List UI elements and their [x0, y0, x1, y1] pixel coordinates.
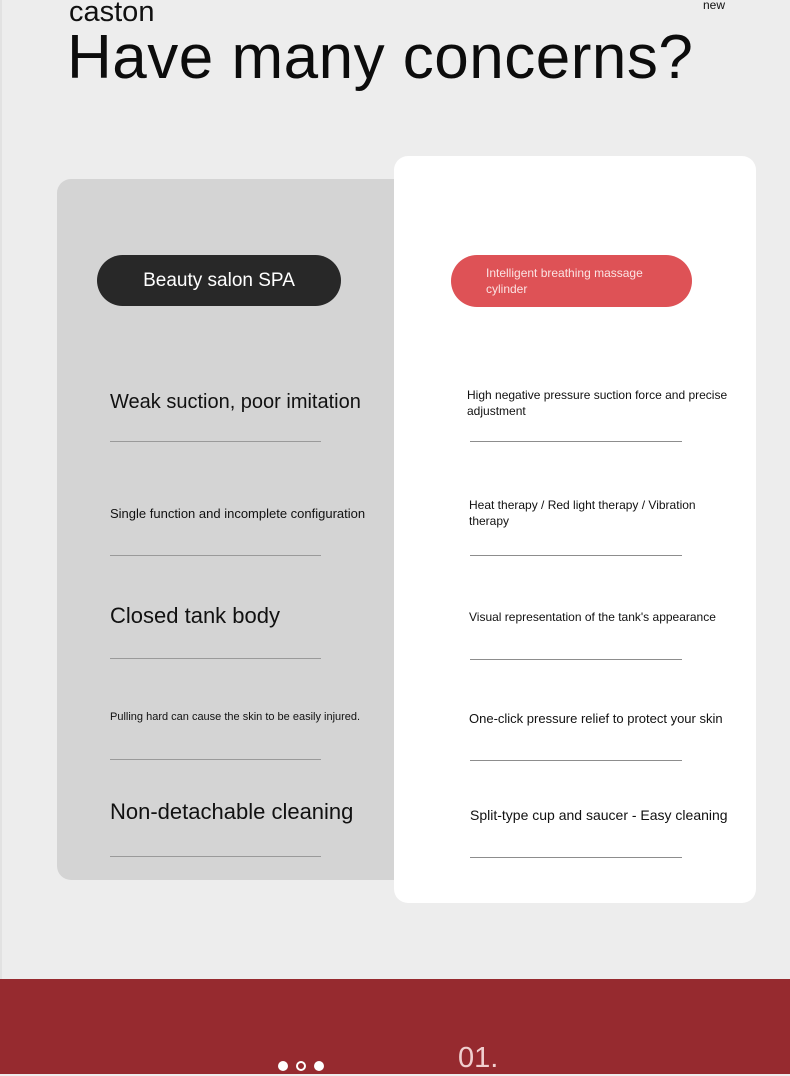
left-item-cleaning: Non-detachable cleaning	[110, 799, 354, 824]
right-item-relief: One-click pressure relief to protect your skin	[469, 711, 723, 726]
left-item-function: Single function and incomplete configuration	[110, 506, 366, 521]
right-item-suction: High negative pressure suction force and precise adjustment	[467, 388, 728, 418]
right-column-label-text: Intelligent breathing massage cylinder	[486, 266, 643, 296]
right-item-cleaning: Split-type cup and saucer - Easy cleaning	[470, 807, 728, 823]
bottom-section	[0, 979, 790, 1074]
page-edge-line	[0, 0, 2, 979]
right-divider	[470, 659, 682, 660]
right-divider	[470, 760, 682, 761]
left-item-tank: Closed tank body	[110, 603, 280, 628]
right-divider	[470, 441, 682, 442]
carousel-dots	[278, 1061, 324, 1071]
brand-name: caston	[69, 0, 155, 28]
right-divider	[470, 857, 682, 858]
carousel-dot-1[interactable]	[278, 1061, 288, 1071]
new-tag: new	[703, 0, 726, 12]
left-column-label-text: Beauty salon SPA	[143, 269, 295, 291]
left-divider	[110, 759, 321, 760]
right-divider	[470, 555, 682, 556]
left-item-suction: Weak suction, poor imitation	[110, 391, 361, 413]
left-column-label	[97, 255, 341, 306]
left-divider	[110, 856, 321, 857]
right-column-label	[451, 255, 692, 307]
left-item-pulling: Pulling hard can cause the skin to be easily injured.	[110, 711, 361, 723]
carousel-dot-3[interactable]	[314, 1061, 324, 1071]
right-item-tank: Visual representation of the tank's appearance	[469, 610, 716, 624]
left-divider	[110, 555, 321, 556]
left-divider	[110, 441, 321, 442]
carousel-dot-2[interactable]	[296, 1061, 306, 1071]
left-divider	[110, 658, 321, 659]
right-item-therapy: Heat therapy / Red light therapy / Vibration therapy	[469, 498, 696, 528]
section-number: 01.	[458, 1042, 499, 1074]
page-title: Have many concerns?	[67, 23, 694, 92]
